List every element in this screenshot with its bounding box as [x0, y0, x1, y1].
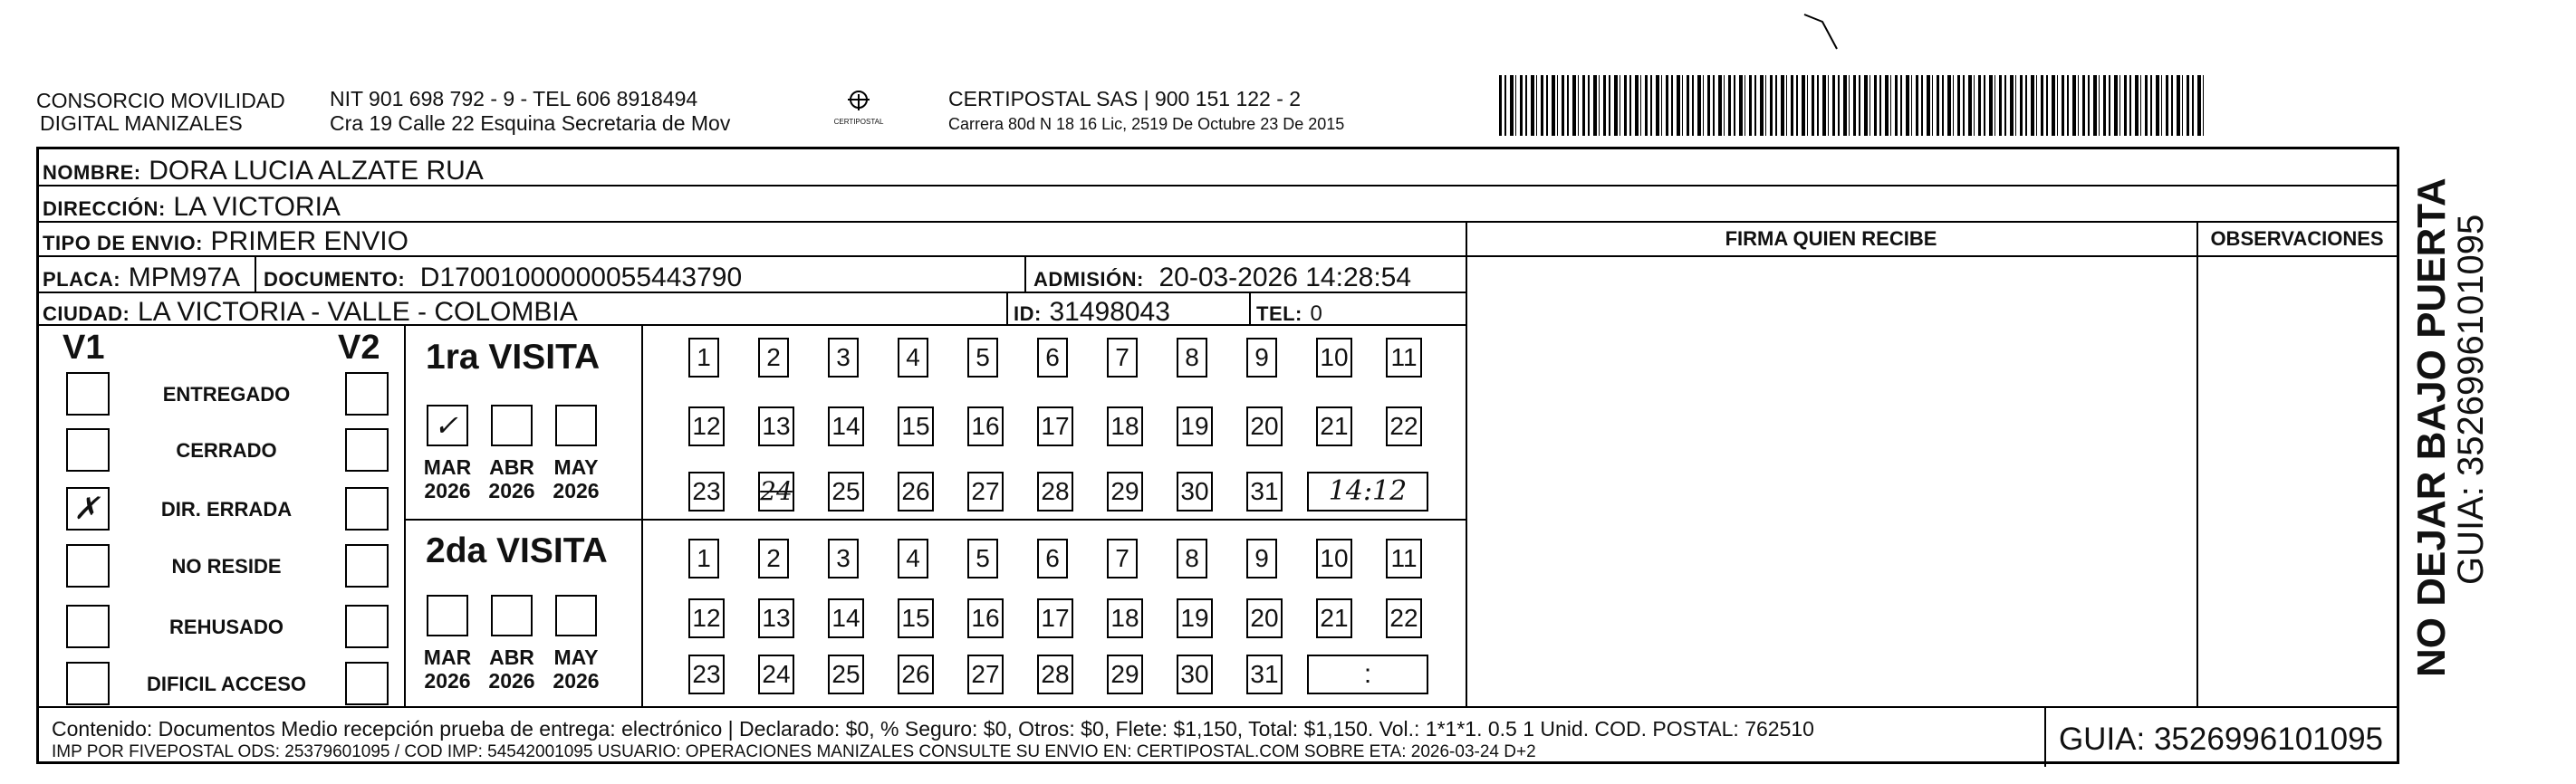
visit2-day-2[interactable]: 2: [758, 539, 789, 578]
visit2-year-label: 2026: [488, 669, 535, 693]
visit1-day-10[interactable]: 10: [1316, 338, 1352, 378]
visit2-day-7[interactable]: 7: [1107, 539, 1138, 578]
visit1-day-21[interactable]: 21: [1316, 406, 1352, 446]
visit1-month-label: ABR: [489, 455, 534, 479]
documento-value: D17001000000055443790: [419, 263, 743, 292]
admision-label: ADMISIÓN:: [1033, 268, 1144, 291]
visit2-day-23[interactable]: 23: [688, 655, 725, 694]
visit2-day-8[interactable]: 8: [1177, 539, 1207, 578]
visit2-title: 2da VISITA: [426, 531, 608, 570]
visit2-day-28[interactable]: 28: [1037, 655, 1073, 694]
visit1-day-26[interactable]: 26: [898, 472, 934, 512]
visit1-time-value: 14:12: [1328, 475, 1408, 507]
visit2-day-13[interactable]: 13: [758, 598, 794, 638]
visit1-day-17[interactable]: 17: [1037, 406, 1073, 446]
logo-text: CERTIPOSTAL: [833, 118, 884, 126]
tel-value: 0: [1310, 301, 1322, 326]
v2-header: V2: [338, 329, 380, 367]
documento-label: DOCUMENTO:: [264, 268, 406, 291]
footer-guia: GUIA: 3526996101095: [2058, 722, 2384, 757]
visit2-month-label: MAR: [423, 645, 472, 669]
visit2-day-16[interactable]: 16: [967, 598, 1004, 638]
signature-area[interactable]: [1470, 262, 2193, 702]
firma-header: FIRMA QUIEN RECIBE: [1725, 227, 1937, 250]
v2-checkbox-1[interactable]: [345, 428, 389, 472]
ciudad-label: CIUDAD:: [43, 302, 130, 325]
v2-checkbox-3[interactable]: [345, 544, 389, 588]
visit2-month-checkbox-2[interactable]: [555, 595, 597, 636]
visit2-year-label: 2026: [424, 669, 471, 693]
direccion-label: DIRECCIÓN:: [43, 197, 166, 220]
visit1-day-2[interactable]: 2: [758, 338, 789, 378]
id-label: ID:: [1014, 302, 1042, 325]
visit2-day-12[interactable]: 12: [688, 598, 725, 638]
v1-checkbox-1[interactable]: [66, 428, 110, 472]
v2-checkbox-5[interactable]: [345, 662, 389, 705]
visit2-time[interactable]: [1307, 655, 1428, 694]
ciudad-field: [43, 296, 578, 330]
company-nit: NIT 901 698 792 - 9 - TEL 606 8918494: [330, 87, 698, 110]
company-name-line2: DIGITAL MANIZALES: [40, 111, 243, 135]
nombre-row: [39, 149, 2398, 186]
visit2-day-18[interactable]: 18: [1107, 598, 1143, 638]
visit2-day-20[interactable]: 20: [1246, 598, 1283, 638]
visit2-day-11[interactable]: 11: [1386, 539, 1422, 578]
direccion-row: [39, 186, 2398, 223]
visit1-day-14[interactable]: 14: [828, 406, 864, 446]
status-label: ENTREGADO: [162, 383, 291, 406]
v2-checkbox-2[interactable]: [345, 487, 389, 531]
visit2-month-label: ABR: [489, 645, 534, 669]
admision-value: 20-03-2026 14:28:54: [1158, 263, 1412, 292]
visit2-day-30[interactable]: 30: [1177, 655, 1213, 694]
visit2-day-26[interactable]: 26: [898, 655, 934, 694]
id-field: [1014, 296, 1170, 330]
ciudad-value: LA VICTORIA - VALLE - COLOMBIA: [138, 297, 578, 327]
side-warning: NO DEJAR BAJO PUERTA: [2409, 177, 2454, 677]
tel-label: TEL:: [1256, 302, 1302, 325]
visit1-year-label: 2026: [488, 479, 535, 502]
status-label: DIR. ERRADA: [160, 498, 293, 521]
visit2-day-1[interactable]: 1: [688, 539, 719, 578]
visit2-day-22[interactable]: 22: [1386, 598, 1422, 638]
visit1-day-23[interactable]: 23: [688, 472, 725, 512]
visit2-day-14[interactable]: 14: [828, 598, 864, 638]
direccion-value: LA VICTORIA: [173, 192, 341, 222]
visit2-day-10[interactable]: 10: [1316, 539, 1352, 578]
visit1-day-15[interactable]: 15: [898, 406, 934, 446]
visit1-month-label: MAR: [423, 455, 472, 479]
visit1-month-checkbox-1[interactable]: [491, 405, 533, 446]
visit1-day-6[interactable]: 6: [1037, 338, 1068, 378]
status-label: NO RESIDE: [171, 555, 282, 578]
visit1-day-19[interactable]: 19: [1177, 406, 1213, 446]
admision-field: [1033, 262, 1411, 295]
visit2-day-6[interactable]: 6: [1037, 539, 1068, 578]
tipo-envio-value: PRIMER ENVIO: [210, 226, 409, 256]
check-mark: ✓: [434, 408, 458, 443]
visit2-day-15[interactable]: 15: [898, 598, 934, 638]
v1-checkbox-5[interactable]: [66, 662, 110, 705]
visit1-day-13[interactable]: 13: [758, 406, 794, 446]
visit2-day-27[interactable]: 27: [967, 655, 1004, 694]
visit1-day-24[interactable]: 24: [758, 472, 794, 512]
observations-area[interactable]: [2200, 262, 2394, 702]
visit1-day-8[interactable]: 8: [1177, 338, 1207, 378]
visit1-time[interactable]: [1307, 472, 1428, 512]
visit1-day-9[interactable]: 9: [1246, 338, 1277, 378]
status-label: CERRADO: [176, 439, 277, 462]
visit2-day-25[interactable]: 25: [828, 655, 864, 694]
visit2-month-label: MAY: [553, 645, 599, 669]
id-value: 31498043: [1049, 297, 1170, 327]
visit2-day-3[interactable]: 3: [828, 539, 859, 578]
footer-content: Contenido: Documentos Medio recepción prueba de entrega: electrónico | Declarado: $0, % Seguro: $0, Otros: $0, Flete: $1,150, Total: $1,150. Vol.: 1*1*1. 0.5 1 Unid. COD. POSTAL: 762510: [52, 717, 1814, 741]
company-name-line1: CONSORCIO MOVILIDAD: [36, 89, 285, 112]
scan-mark: [1802, 5, 1857, 60]
side-guia: GUIA: 3526996101095: [2451, 214, 2491, 585]
visit1-day-18[interactable]: 18: [1107, 406, 1143, 446]
visit1-day-4[interactable]: 4: [898, 338, 928, 378]
visit1-day-7[interactable]: 7: [1107, 338, 1138, 378]
v1-header: V1: [62, 329, 105, 367]
visit1-month-checkbox-0[interactable]: [427, 405, 468, 446]
carrier-address: Carrera 80d N 18 16 Lic, 2519 De Octubre 23 De 2015: [948, 115, 1345, 133]
check-mark: ✗: [73, 491, 100, 527]
v2-checkbox-4[interactable]: [345, 605, 389, 648]
visit1-day-3[interactable]: 3: [828, 338, 859, 378]
visit1-month-label: MAY: [553, 455, 599, 479]
visit1-title: 1ra VISITA: [426, 338, 601, 377]
visit1-day-22[interactable]: 22: [1386, 406, 1422, 446]
v1-checkbox-3[interactable]: [66, 544, 110, 588]
company-address: Cra 19 Calle 22 Esquina Secretaria de Mov: [330, 111, 731, 135]
documento-field: [264, 262, 742, 295]
visit1-day-1[interactable]: 1: [688, 338, 719, 378]
visit1-year-label: 2026: [424, 479, 471, 502]
visit2-day-9[interactable]: 9: [1246, 539, 1277, 578]
visit2-month-checkbox-1[interactable]: [491, 595, 533, 636]
nombre-value: DORA LUCIA ALZATE RUA: [149, 156, 484, 186]
visit1-day-16[interactable]: 16: [967, 406, 1004, 446]
visit2-month-checkbox-0[interactable]: [427, 595, 468, 636]
nombre-label: NOMBRE:: [43, 161, 141, 184]
visit1-day-11[interactable]: 11: [1386, 338, 1422, 378]
visit2-day-5[interactable]: 5: [967, 539, 998, 578]
v1-checkbox-0[interactable]: [66, 372, 110, 416]
visit2-day-29[interactable]: 29: [1107, 655, 1143, 694]
visit2-day-19[interactable]: 19: [1177, 598, 1213, 638]
barcode: [1499, 75, 2206, 136]
visit1-day-30[interactable]: 30: [1177, 472, 1213, 512]
visit2-day-4[interactable]: 4: [898, 539, 928, 578]
v1-checkbox-2[interactable]: [66, 487, 110, 531]
status-label: REHUSADO: [169, 616, 284, 638]
v1-checkbox-4[interactable]: [66, 605, 110, 648]
visit2-day-17[interactable]: 17: [1037, 598, 1073, 638]
visit1-day-5[interactable]: 5: [967, 338, 998, 378]
footer-print-info: IMP POR FIVEPOSTAL ODS: 25379601095 / COD IMP: 54542001095 USUARIO: OPERACIONES MANIZALES CONSULTE SU ENVIO EN: CERTIPOSTAL.COM SOBRE ETA: 2026-03-24 D+2: [52, 742, 1536, 761]
visit1-day-27[interactable]: 27: [967, 472, 1004, 512]
status-label: DIFICIL ACCESO: [146, 673, 306, 695]
visit1-day-31[interactable]: 31: [1246, 472, 1283, 512]
visit2-day-31[interactable]: 31: [1246, 655, 1283, 694]
tel-field: [1256, 296, 1322, 330]
visit1-day-25[interactable]: 25: [828, 472, 864, 512]
placa-row: [39, 257, 1466, 293]
visit1-day-29[interactable]: 29: [1107, 472, 1143, 512]
delivery-form: [36, 147, 2399, 764]
tipo-envio-label: TIPO DE ENVIO:: [43, 232, 203, 254]
ciudad-row: [39, 293, 1466, 326]
tipo-envio-row: [39, 223, 1466, 257]
v2-checkbox-0[interactable]: [345, 372, 389, 416]
placa-value: MPM97A: [128, 263, 241, 292]
certipostal-logo: [831, 83, 886, 134]
visit2-day-24[interactable]: 24: [758, 655, 794, 694]
carrier-name: CERTIPOSTAL SAS | 900 151 122 - 2: [948, 87, 1302, 110]
visit2-day-21[interactable]: 21: [1316, 598, 1352, 638]
visit1-day-20[interactable]: 20: [1246, 406, 1283, 446]
visit1-day-12[interactable]: 12: [688, 406, 725, 446]
placa-label: PLACA:: [43, 268, 121, 291]
visit2-time-value: :: [1363, 659, 1372, 689]
visit1-year-label: 2026: [553, 479, 600, 502]
placa-field: [43, 262, 240, 295]
visit1-day-28[interactable]: 28: [1037, 472, 1073, 512]
observaciones-header: OBSERVACIONES: [2210, 227, 2384, 250]
visit2-year-label: 2026: [553, 669, 600, 693]
visit1-month-checkbox-2[interactable]: [555, 405, 597, 446]
